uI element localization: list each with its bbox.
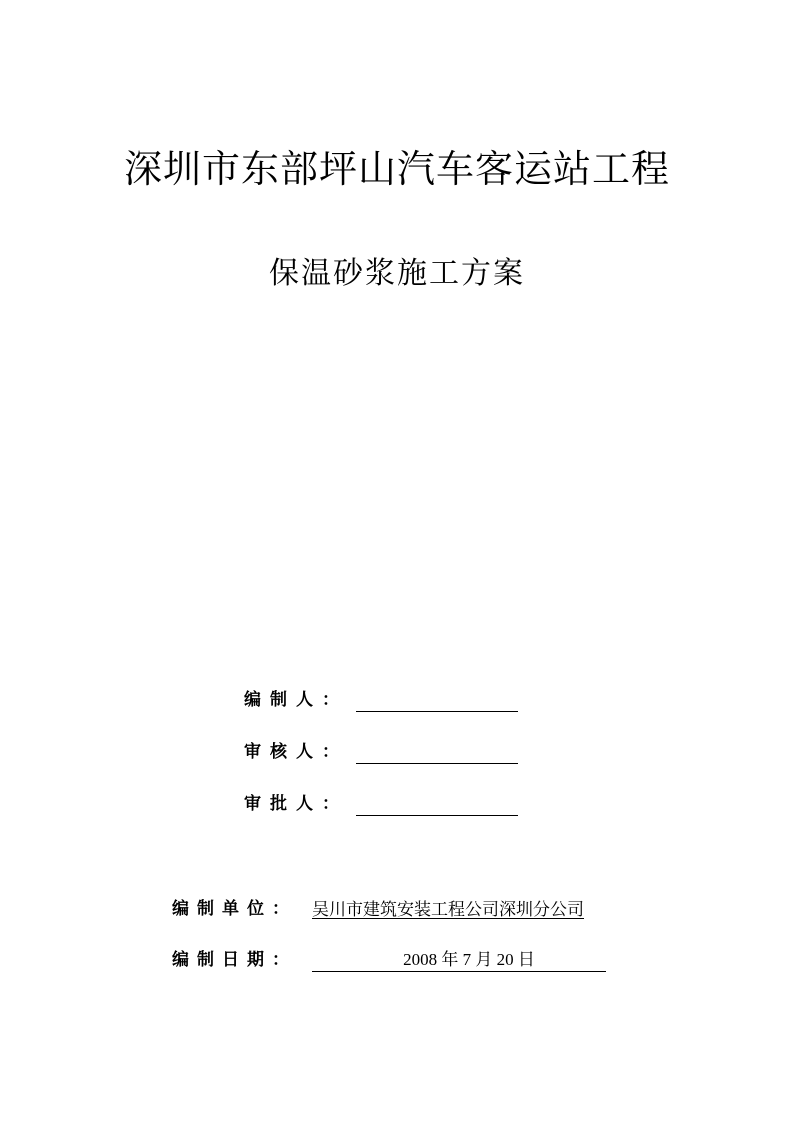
compiling-unit-label: 编制单位： [172, 899, 297, 919]
signature-label-approver: 审批人： [244, 794, 348, 814]
document-subtitle: 保温砂浆施工方案 [269, 256, 525, 291]
signature-label-author: 编制人： [244, 690, 348, 710]
signature-label-reviewer: 审核人： [244, 742, 348, 762]
compiling-date-row [172, 946, 606, 972]
compiling-unit-row [172, 895, 584, 921]
compiling-unit-value: 吴川市建筑安装工程公司深圳分公司 [312, 900, 584, 919]
compiling-date-value: 2008 年 7 月 20 日 [312, 949, 606, 972]
signature-row-approver [244, 792, 518, 816]
compiling-date-label: 编制日期： [172, 950, 297, 970]
signature-row-author [244, 688, 518, 712]
signature-line-author [356, 691, 518, 712]
signature-row-reviewer [244, 740, 518, 764]
signature-line-approver [356, 795, 518, 816]
document-title: 深圳市东部坪山汽车客运站工程 [123, 147, 670, 191]
signature-line-reviewer [356, 743, 518, 764]
